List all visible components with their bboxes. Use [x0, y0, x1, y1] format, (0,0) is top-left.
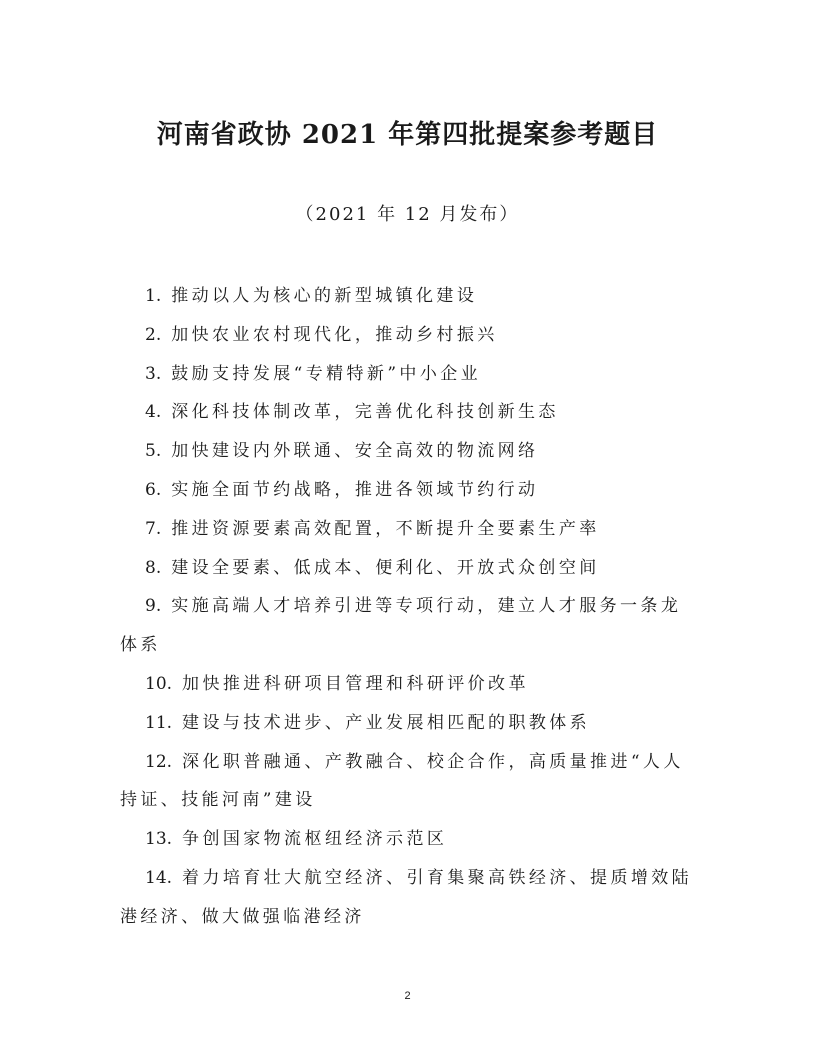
item-number: 5.	[145, 441, 162, 462]
item-number: 2.	[145, 324, 162, 345]
item-text: 着力培育壮大航空经济、引育集聚高铁经济、提质增效陆港经济、做大做强临港经济	[120, 867, 693, 927]
page-number: 2	[404, 990, 411, 1002]
topic-list	[120, 277, 700, 937]
item-text: 争创国家物流枢纽经济示范区	[182, 829, 448, 850]
list-item	[120, 355, 700, 394]
item-number: 4.	[145, 402, 162, 423]
item-number: 8.	[145, 557, 162, 578]
list-item	[120, 471, 700, 510]
item-number: 13.	[145, 829, 173, 850]
item-text: 建设全要素、低成本、便利化、开放式众创空间	[171, 557, 600, 578]
item-text: 深化职普融通、产教融合、校企合作，高质量推进“人人持证、技能河南”建设	[120, 751, 684, 811]
item-number: 14.	[145, 867, 173, 888]
list-item	[120, 587, 700, 665]
item-text: 实施高端人才培养引进等专项行动，建立人才服务一条龙体系	[120, 596, 682, 656]
document-title: 河南省政协 2021 年第四批提案参考题目	[156, 120, 659, 150]
list-item	[120, 393, 700, 432]
item-number: 11.	[145, 712, 173, 733]
item-text: 加快建设内外联通、安全高效的物流网络	[171, 441, 539, 462]
item-text: 鼓励支持发展“专精特新”中小企业	[171, 363, 482, 384]
item-number: 1.	[145, 286, 162, 306]
item-text: 建设与技术进步、产业发展相匹配的职教体系	[182, 712, 591, 733]
list-item	[120, 510, 700, 549]
list-item	[120, 549, 700, 588]
document-subtitle: （2021 年 12 月发布）	[295, 204, 520, 225]
item-number: 3.	[145, 363, 162, 384]
list-item	[120, 820, 700, 859]
item-text: 实施全面节约战略，推进各领域节约行动	[171, 479, 539, 500]
list-item	[120, 277, 700, 316]
item-text: 推动以人为核心的新型城镇化建设	[171, 286, 478, 306]
list-item	[120, 432, 700, 471]
list-item	[120, 704, 700, 743]
list-item	[120, 743, 700, 821]
item-text: 推进资源要素高效配置，不断提升全要素生产率	[171, 518, 600, 539]
item-number: 10.	[145, 673, 173, 694]
item-number: 9.	[145, 596, 162, 617]
item-text: 深化科技体制改革，完善优化科技创新生态	[171, 402, 559, 423]
item-text: 加快推进科研项目管理和科研评价改革	[182, 673, 529, 694]
item-text: 加快农业农村现代化，推动乡村振兴	[171, 324, 498, 345]
list-item	[120, 316, 700, 355]
list-item	[120, 859, 700, 937]
item-number: 12.	[145, 751, 173, 772]
item-number: 6.	[145, 479, 162, 500]
item-number: 7.	[145, 518, 162, 539]
list-item	[120, 665, 700, 704]
